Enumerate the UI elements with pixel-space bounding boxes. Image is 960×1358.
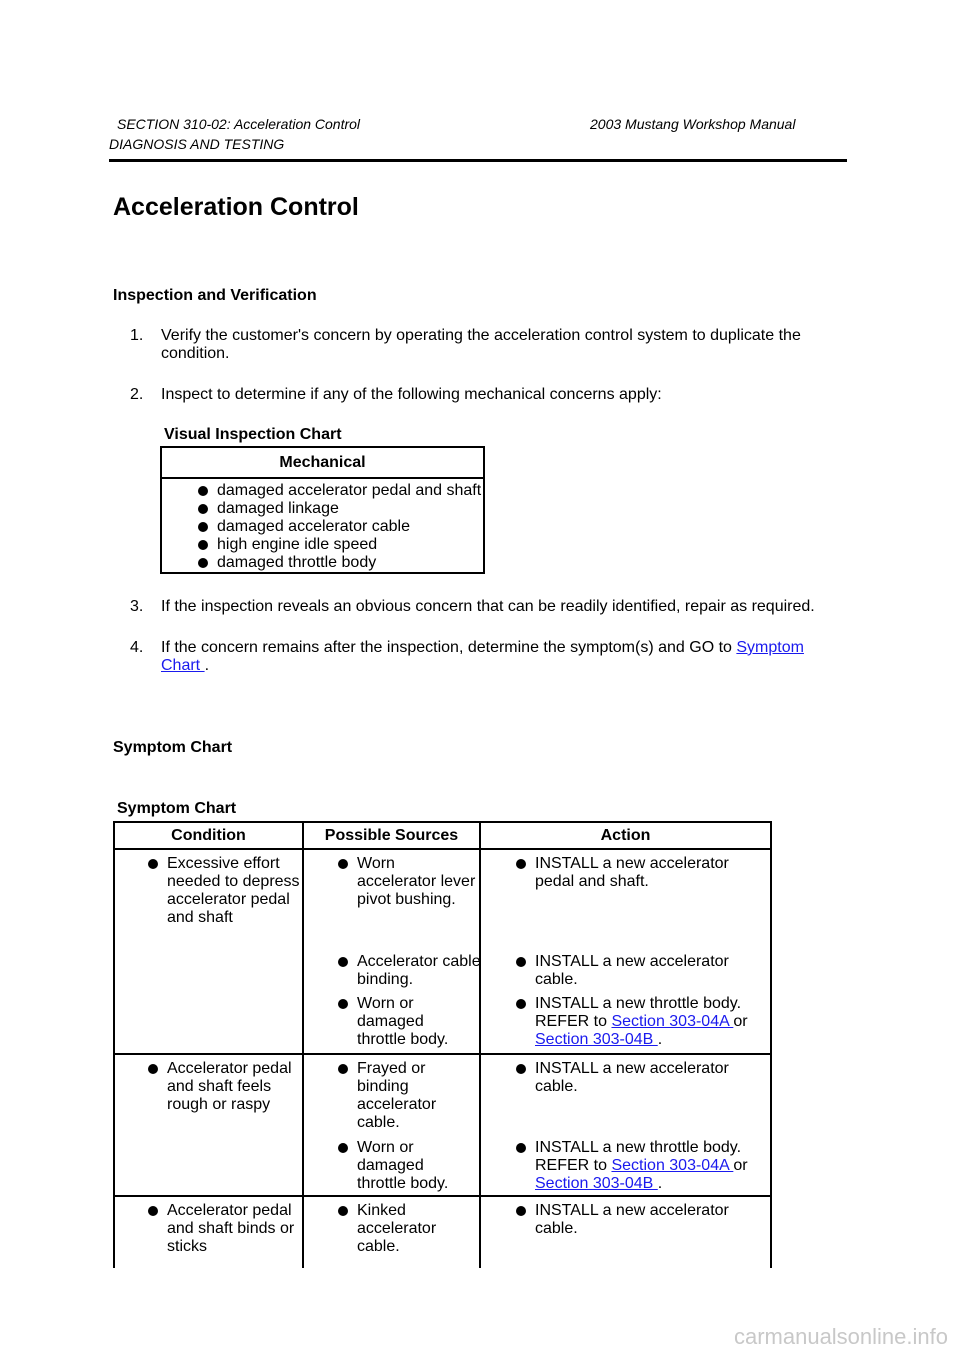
step-text [161, 639, 811, 675]
step-text-end: . [204, 657, 210, 674]
step-number: 1. [130, 327, 144, 344]
table-row-action: INSTALL a new accelerator cable. [516, 953, 761, 989]
action-text-or: or [733, 1157, 748, 1174]
table-row-action: INSTALL a new accelerator pedal and shaft. [516, 855, 761, 891]
step-text: Inspect to determine if any of the following mechanical concerns apply: [161, 386, 662, 403]
table-col-rule [479, 821, 481, 1268]
page-title: Acceleration Control [113, 193, 359, 221]
list-item: damaged accelerator pedal and shaft [198, 482, 481, 500]
table-row-action: INSTALL a new accelerator cable. [516, 1202, 761, 1238]
action-text-or: or [733, 1013, 748, 1030]
table-row-source: Worn or damaged throttle body. [338, 1139, 472, 1193]
section-303-04b-link[interactable]: Section 303-04B [535, 1031, 658, 1048]
symptom-heading: Symptom Chart [113, 739, 233, 756]
table-row-source: Worn accelerator lever pivot bushing. [338, 855, 477, 909]
table-row-rule [113, 1195, 772, 1197]
list-item: high engine idle speed [198, 536, 481, 554]
header-rule [109, 159, 847, 162]
table-header-rule [113, 848, 772, 850]
header-manual: 2003 Mustang Workshop Manual [590, 116, 796, 132]
table-row-condition: Excessive effort needed to depress accelerator pedal and shaft [148, 855, 303, 927]
step-number: 2. [130, 386, 144, 403]
step-number: 3. [130, 598, 144, 615]
table-row-action: INSTALL a new accelerator cable. [516, 1060, 761, 1096]
table-row-source: Accelerator cable binding. [338, 953, 482, 989]
inspection-heading: Inspection and Verification [113, 287, 317, 304]
table-border-top [113, 821, 772, 823]
step-text: If the inspection reveals an obvious concern that can be readily identified, repair as required. [161, 598, 815, 615]
column-header-condition: Condition [171, 827, 246, 844]
table-row-action [516, 995, 775, 1049]
table-row-source: Kinked accelerator cable. [338, 1202, 457, 1256]
action-text-end: . [657, 1031, 663, 1048]
footer-watermark: carmanualsonline.info [733, 1324, 948, 1349]
column-header-action: Action [600, 827, 651, 844]
table-row-condition: Accelerator pedal and shaft binds or sticks [148, 1202, 317, 1256]
section-303-04b-link[interactable]: Section 303-04B [535, 1175, 658, 1192]
visual-chart-header: Mechanical [162, 448, 483, 479]
column-header-sources: Possible Sources [324, 827, 459, 844]
step-number: 4. [130, 639, 144, 656]
visual-chart-caption: Visual Inspection Chart [164, 426, 342, 443]
list-item: damaged throttle body [198, 554, 481, 572]
table-row-condition: Accelerator pedal and shaft feels rough or raspy [148, 1060, 303, 1114]
header-subtitle: DIAGNOSIS AND TESTING [109, 136, 285, 152]
table-border-left [113, 821, 115, 1268]
step-text-main: If the concern remains after the inspection, determine the symptom(s) and GO to [161, 639, 737, 656]
table-row-rule [113, 1053, 772, 1055]
section-303-04a-link[interactable]: Section 303-04A [611, 1013, 734, 1030]
section-303-04a-link[interactable]: Section 303-04A [611, 1157, 734, 1174]
action-text-end: . [657, 1175, 663, 1192]
table-row-source: Frayed or binding accelerator cable. [338, 1060, 457, 1132]
step-text: Verify the customer's concern by operating the acceleration control system to duplicate the condition. [161, 327, 801, 362]
table-row-source: Worn or damaged throttle body. [338, 995, 472, 1049]
header-section: SECTION 310-02: Acceleration Control [117, 116, 361, 132]
list-item: damaged linkage [198, 500, 481, 518]
action-text: INSTALL a new throttle body. REFER to [535, 995, 742, 1030]
visual-inspection-chart [160, 446, 485, 574]
table-row-action [516, 1139, 775, 1193]
symptom-chart-link[interactable]: Symptom Chart [161, 639, 804, 674]
action-text: INSTALL a new throttle body. REFER to [535, 1139, 742, 1174]
list-item: damaged accelerator cable [198, 518, 481, 536]
symptom-chart-caption: Symptom Chart [117, 800, 237, 817]
